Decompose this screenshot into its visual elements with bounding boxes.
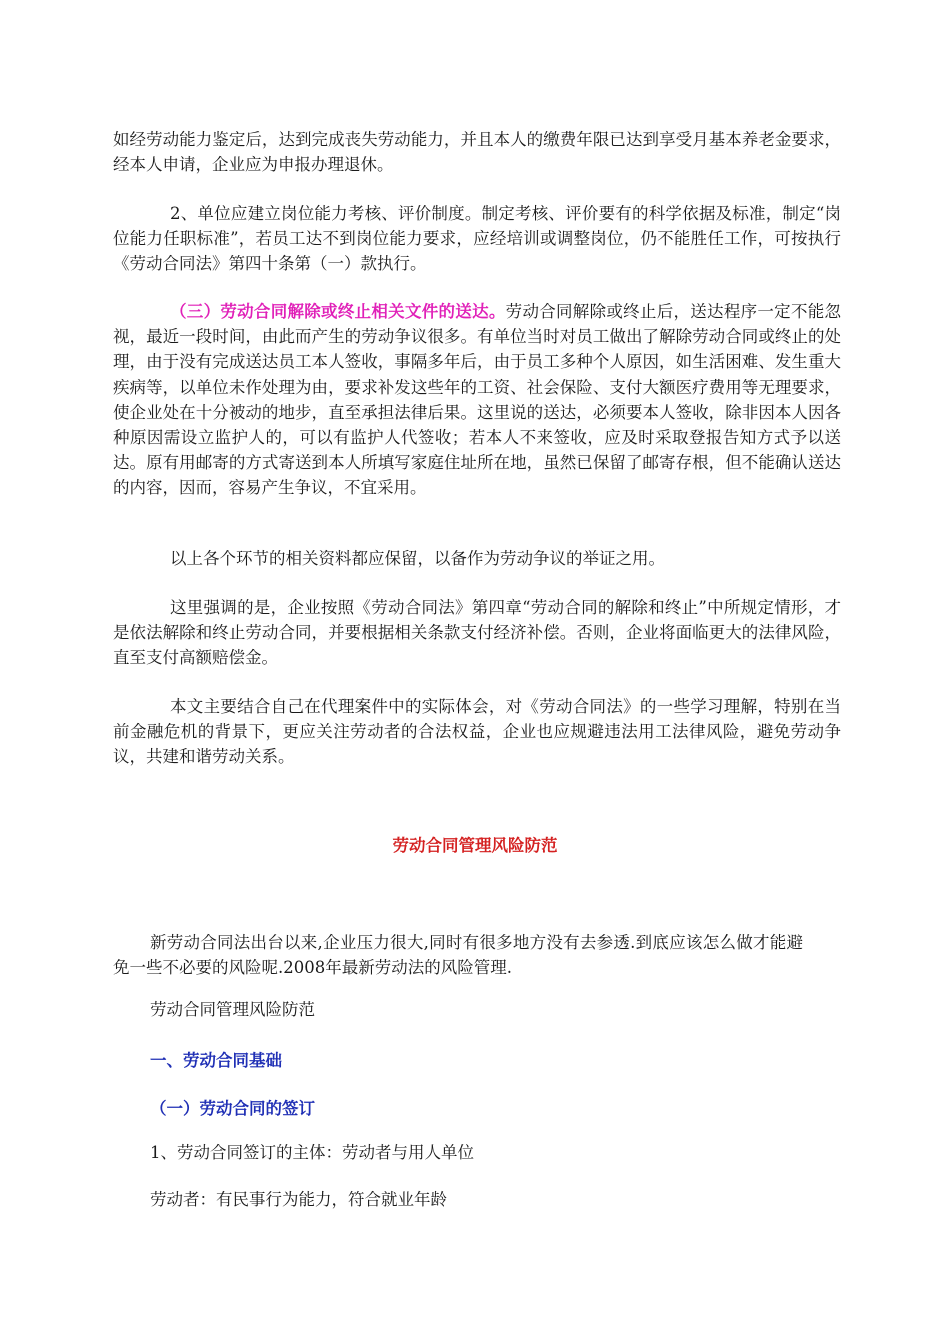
subtitle-plain: 劳动合同管理风险防范 [150, 1000, 315, 1019]
paragraph-keep-records: 以上各个环节的相关资料都应保留，以备作为劳动争议的举证之用。 [170, 549, 665, 568]
section-heading-delivery: （三）劳动合同解除或终止相关文件的送达。 [170, 302, 506, 321]
list-item-contract-parties: 1、劳动合同签订的主体：劳动者与用人单位 [150, 1143, 474, 1162]
paragraph-assessment-system: 2、单位应建立岗位能力考核、评价制度。制定考核、评价要有的科学依据及标准，制定“岗位能力任职标准”，若员工达不到岗位能力要求，应经培训或调整岗位，仍不能胜任工作，可按执行《劳动合同法》第四十条第（一）款执行。 [113, 204, 841, 274]
paragraph-intro: 新劳动合同法出台以来,企业压力很大,同时有很多地方没有去参透.到底应该怎么做才能避免一些不必要的风险呢.2008年最新劳动法的风险管理. [113, 933, 803, 978]
heading-contract-signing: （一）劳动合同的签订 [150, 1099, 315, 1118]
heading-contract-basics: 一、劳动合同基础 [150, 1051, 282, 1070]
paragraph-delivery-body: 劳动合同解除或终止后，送达程序一定不能忽视，最近一段时间，由此而产生的劳动争议很多。有单位当时对员工做出了解除劳动合同或终止的处理，由于没有完成送达员工本人签收，事隔多年后，由于员工多种个人原因，如生活困难、发生重大疾病等，以单位未作处理为由，要求补发这些年的工资、社会保险、支付大额医疗费用等无理要求，使企业处在十分被动的地步，直至承担法律后果。这里说的送达，必须要本人签收，除非因本人因各种原因需设立监护人的，可以有监护人代签收；若本人不来签收，应及时采取登报告知方式予以送达。原有用邮寄的方式寄送到本人所填写家庭住址所在地，虽然已保留了邮寄存根，但不能确认送达的内容，因而，容易产生争议，不宜采用。 [113, 302, 842, 498]
list-item-worker-definition: 劳动者：有民事行为能力，符合就业年龄 [150, 1190, 447, 1209]
paragraph-document-delivery [113, 299, 841, 501]
paragraph-legal-termination: 这里强调的是，企业按照《劳动合同法》第四章“劳动合同的解除和终止”中所规定情形，才是依法解除和终止劳动合同，并要根据相关条款支付经济补偿。否则，企业将面临更大的法律风险，直至支付高额赔偿金。 [113, 598, 841, 668]
paragraph-conclusion: 本文主要结合自己在代理案件中的实际体会，对《劳动合同法》的一些学习理解，特别在当前金融危机的背景下，更应关注劳动者的合法权益，企业也应规避违法用工法律风险，避免劳动争议，共建和谐劳动关系。 [113, 697, 841, 767]
section-title: 劳动合同管理风险防范 [392, 836, 558, 855]
paragraph-retirement: 如经劳动能力鉴定后，达到完成丧失劳动能力，并且本人的缴费年限已达到享受月基本养老金要求，经本人申请，企业应为申报办理退休。 [113, 130, 841, 175]
